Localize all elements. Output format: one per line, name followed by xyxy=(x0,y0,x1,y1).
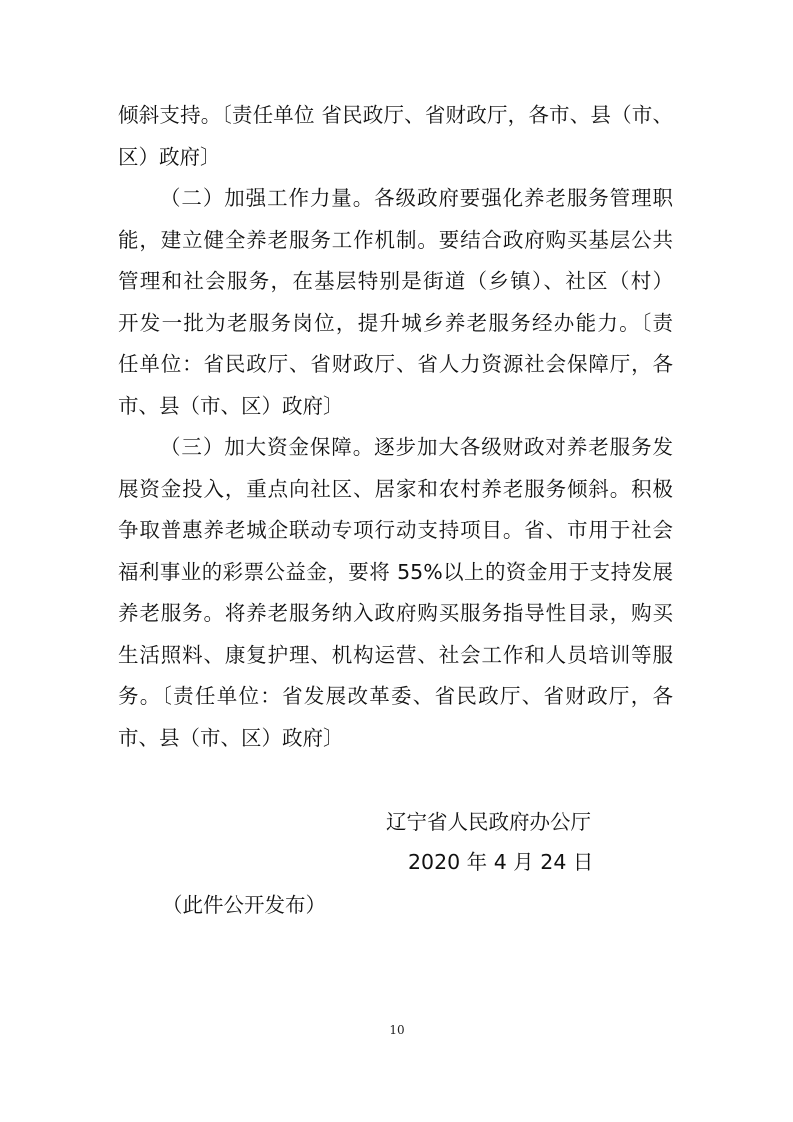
body-line: 任单位：省民政厅、省财政厅、省人力资源社会保障厅，各 xyxy=(118,352,673,376)
body-line: 开发一批为老服务岗位，提升城乡养老服务经办能力。〔责 xyxy=(118,310,673,335)
body-line: 生活照料、康复护理、机构运营、社会工作和人员培训等服 xyxy=(118,642,673,667)
body-line: （二）加强工作力量。各级政府要强化养老服务管理职 xyxy=(160,186,673,210)
body-line: 务。〔责任单位：省发展改革委、省民政厅、省财政厅，各 xyxy=(118,684,673,708)
body-line: 管理和社会服务，在基层特别是街道（乡镇）、社区（村） xyxy=(118,269,673,293)
publication-note: （此件公开发布） xyxy=(162,893,326,917)
body-line: 养老服务。将养老服务纳入政府购买服务指导性目录，购买 xyxy=(118,601,673,625)
issue-date: 2020 年 4 月 24 日 xyxy=(408,850,594,874)
body-line: 市、县（市、区）政府〕 xyxy=(118,393,344,418)
body-line: 争取普惠养老城企联动专项行动支持项目。省、市用于社会 xyxy=(118,518,673,542)
page-number: 10 xyxy=(389,1023,405,1037)
body-line: 区）政府〕 xyxy=(118,144,221,169)
body-line: 展资金投入，重点向社区、居家和农村养老服务倾斜。积极 xyxy=(118,476,673,501)
body-line: 能，建立健全养老服务工作机制。要结合政府购买基层公共 xyxy=(118,227,673,252)
body-line: 倾斜支持。〔责任单位 省民政厅、省财政厅，各市、县（市、 xyxy=(118,103,673,127)
body-line: （三）加大资金保障。逐步加大各级财政对养老服务发 xyxy=(160,435,673,459)
body-line: 福利事业的彩票公益金，要将 55%以上的资金用于支持发展 xyxy=(118,559,673,584)
body-line: 市、县（市、区）政府〕 xyxy=(118,725,344,750)
issuing-organization: 辽宁省人民政府办公厅 xyxy=(386,810,591,834)
